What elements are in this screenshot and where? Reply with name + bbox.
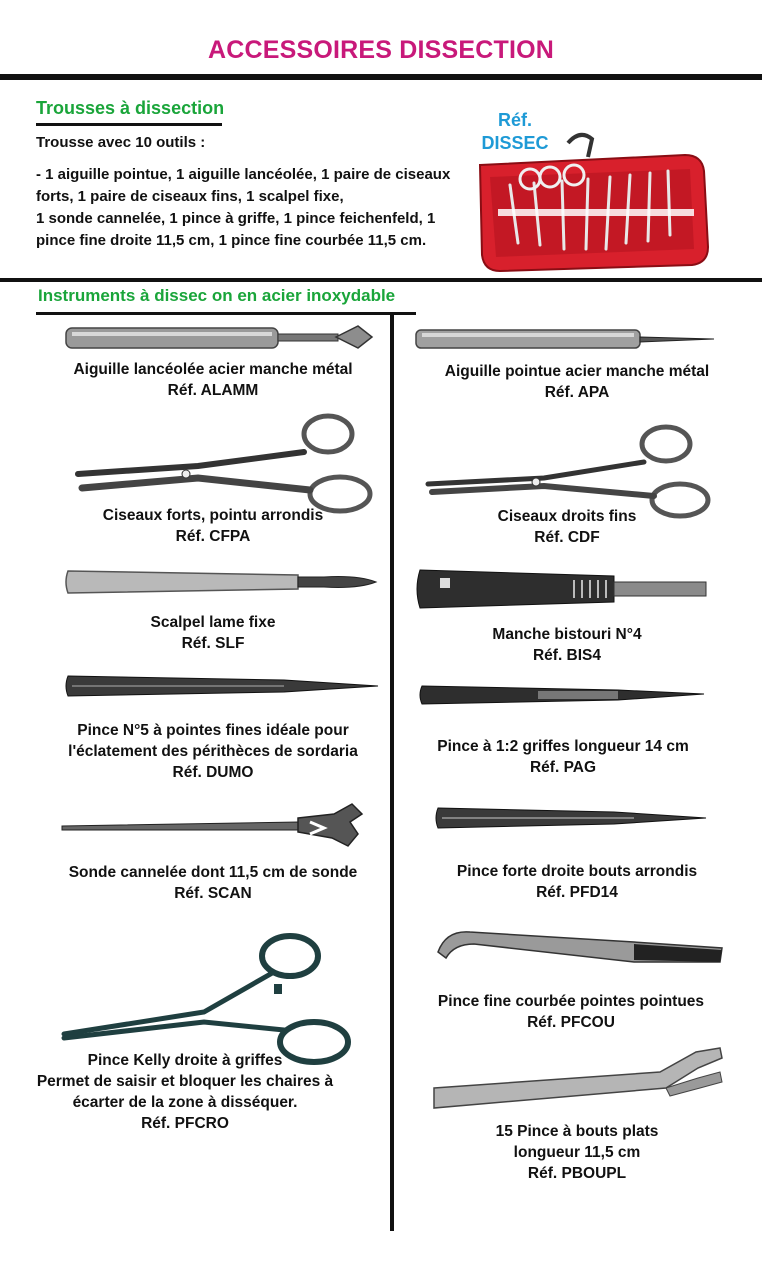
instruments-heading-underline <box>36 312 416 315</box>
item-label: Pince Kelly droite à griffes <box>87 1052 283 1069</box>
left-item-3-caption <box>40 612 386 654</box>
kit-ref-code: DISSEC <box>481 133 549 153</box>
left-item-4-caption <box>40 720 386 783</box>
item-ref: Réf. SLF <box>181 635 245 652</box>
right-item-2-caption <box>394 506 740 548</box>
item-label: 15 Pince à bouts plats <box>495 1123 659 1140</box>
scalpel-handle-image <box>414 566 714 612</box>
kit-intro: Trousse avec 10 outils : <box>36 134 206 151</box>
item-ref: Réf. PFCOU <box>527 1014 615 1031</box>
item-label: l'éclatement des périthèces de sordaria <box>68 743 358 760</box>
left-item-2-caption <box>40 505 386 547</box>
item-label: écarter de la zone à disséquer. <box>72 1094 298 1111</box>
flat-tip-forceps-image <box>430 1042 726 1112</box>
lanceolate-needle-image <box>62 320 378 356</box>
item-label: Pince fine courbée pointes pointues <box>437 993 705 1010</box>
item-label: Aiguille lancéolée acier manche métal <box>73 361 353 378</box>
item-ref: Réf. PFCRO <box>141 1115 229 1132</box>
item-label: Aiguille pointue acier manche métal <box>444 363 710 380</box>
item-ref: Réf. DUMO <box>172 764 254 781</box>
item-label: Pince à 1:2 griffes longueur 14 cm <box>437 738 689 755</box>
right-item-6-caption <box>398 991 744 1033</box>
right-item-5-caption <box>404 861 750 903</box>
section-divider <box>0 278 762 282</box>
item-ref: Réf. PBOUPL <box>527 1165 627 1182</box>
curved-forceps-image <box>434 922 726 972</box>
strong-forceps-image <box>434 804 710 832</box>
item-label: Sonde cannelée dont 11,5 cm de sonde <box>68 864 358 881</box>
instruments-heading: Instruments à dissec on en acier inoxydable <box>38 286 396 305</box>
dissection-kit-image <box>470 125 710 275</box>
kit-heading-underline <box>36 123 222 126</box>
top-divider <box>0 74 762 80</box>
item-label: Ciseaux droits fins <box>497 508 637 525</box>
kit-ref-label: Réf. <box>497 110 532 130</box>
item-ref: Réf. CDF <box>534 529 600 546</box>
item-ref: Réf. PAG <box>529 759 597 776</box>
right-item-4-caption <box>390 736 736 778</box>
toothed-forceps-image <box>418 682 708 708</box>
kit-line: 1 sonde cannelée, 1 pince à griffe, 1 pince feichenfeld, 1 <box>36 210 436 227</box>
item-ref: Réf. ALAMM <box>167 382 259 399</box>
right-item-3-caption <box>394 624 740 666</box>
left-item-1-caption <box>40 359 386 401</box>
item-label: Ciseaux forts, pointu arrondis <box>102 507 324 524</box>
left-item-5-caption <box>40 862 386 904</box>
item-label: Manche bistouri N°4 <box>492 626 642 643</box>
item-ref: Réf. BIS4 <box>532 647 602 664</box>
fine-scissors-image <box>428 420 718 520</box>
item-label: Pince N°5 à pointes fines idéale pour <box>77 722 349 739</box>
right-item-1-caption <box>404 361 750 403</box>
page-title: ACCESSOIRES DISSECTION <box>207 36 555 64</box>
item-ref: Réf. SCAN <box>174 885 252 902</box>
kelly-forceps-image <box>64 930 364 1070</box>
grooved-probe-image <box>58 800 368 856</box>
left-item-6-caption <box>20 1050 350 1134</box>
kit-line: pince fine droite 11,5 cm, 1 pince fine courbée 11,5 cm. <box>36 232 427 249</box>
item-ref: Réf. PFD14 <box>536 884 618 901</box>
item-label: Scalpel lame fixe <box>150 614 276 631</box>
kit-heading: Trousses à dissection <box>36 98 225 118</box>
right-item-7-caption <box>404 1121 750 1184</box>
item-ref: Réf. APA <box>544 384 610 401</box>
item-label: longueur 11,5 cm <box>513 1144 641 1161</box>
scalpel-image <box>62 565 378 599</box>
strong-scissors-image <box>78 408 378 518</box>
kit-line: - 1 aiguille pointue, 1 aiguille lancéolée, 1 paire de ciseaux <box>36 166 451 183</box>
kit-line: forts, 1 paire de ciseaux fins, 1 scalpel fixe, <box>36 188 344 205</box>
item-label: Pince forte droite bouts arrondis <box>456 863 698 880</box>
fine-tweezers-image <box>64 672 380 700</box>
item-label: Permet de saisir et bloquer les chaires à <box>36 1073 334 1090</box>
pointed-needle-image <box>412 322 718 356</box>
kit-description <box>36 164 476 252</box>
item-ref: Réf. CFPA <box>175 528 251 545</box>
